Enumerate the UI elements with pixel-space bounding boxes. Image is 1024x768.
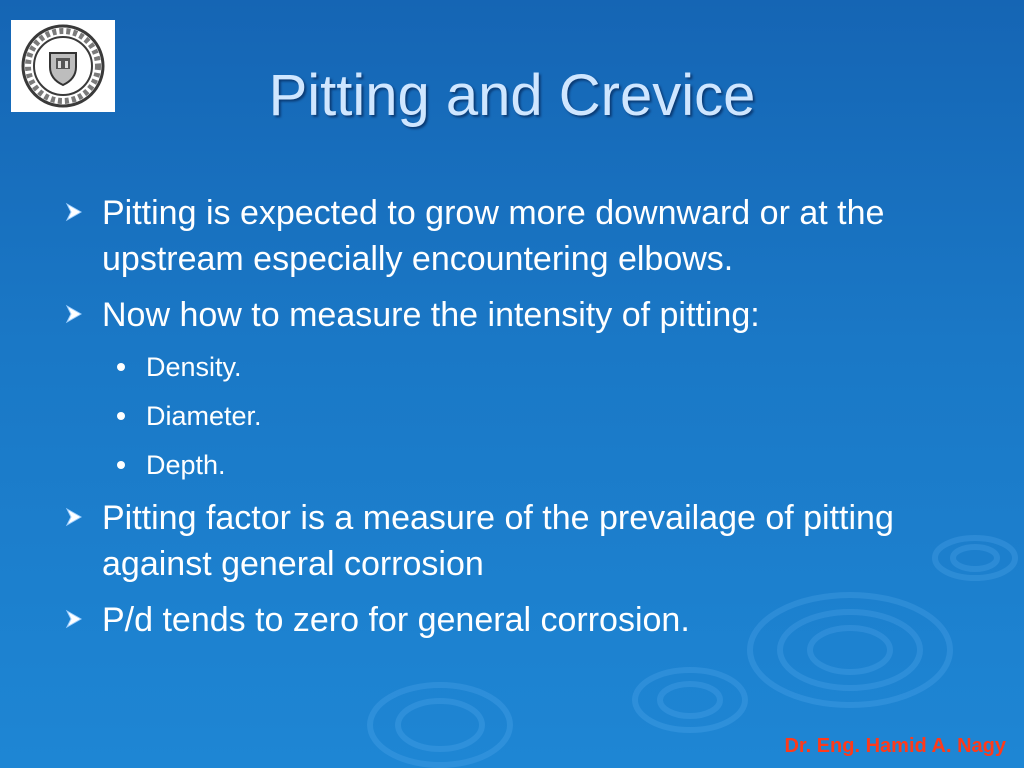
bullet-item (64, 292, 984, 338)
sub-bullet-item (64, 348, 984, 386)
arrow-bullet-icon (64, 201, 86, 223)
bullet-item (64, 190, 984, 282)
dot-bullet-icon (117, 461, 125, 469)
sub-bullet-item (64, 446, 984, 484)
bullet-text: Pitting factor is a measure of the prevailage of pitting against general corrosion (102, 499, 894, 583)
bullet-item (64, 495, 984, 587)
sub-bullet-text: Density. (146, 352, 242, 382)
arrow-bullet-icon (64, 303, 86, 325)
slide-title: Pitting and Crevice (268, 63, 756, 128)
bullet-item (64, 597, 984, 643)
dot-bullet-icon (117, 363, 125, 371)
slide-body (64, 190, 984, 653)
university-seal-icon (14, 23, 112, 109)
sub-bullet-text: Diameter. (146, 401, 262, 431)
university-logo (11, 20, 115, 112)
sub-bullet-text: Depth. (146, 450, 226, 480)
bullet-text: P/d tends to zero for general corrosion. (102, 601, 690, 639)
sub-bullet-item (64, 397, 984, 435)
author-footer: Dr. Eng. Hamid A. Nagy (784, 735, 1006, 757)
bullet-text: Pitting is expected to grow more downward or at the upstream especially encountering elbows. (102, 194, 885, 278)
dot-bullet-icon (117, 412, 125, 420)
bullet-text: Now how to measure the intensity of pitting: (102, 296, 760, 334)
arrow-bullet-icon (64, 608, 86, 630)
arrow-bullet-icon (64, 506, 86, 528)
